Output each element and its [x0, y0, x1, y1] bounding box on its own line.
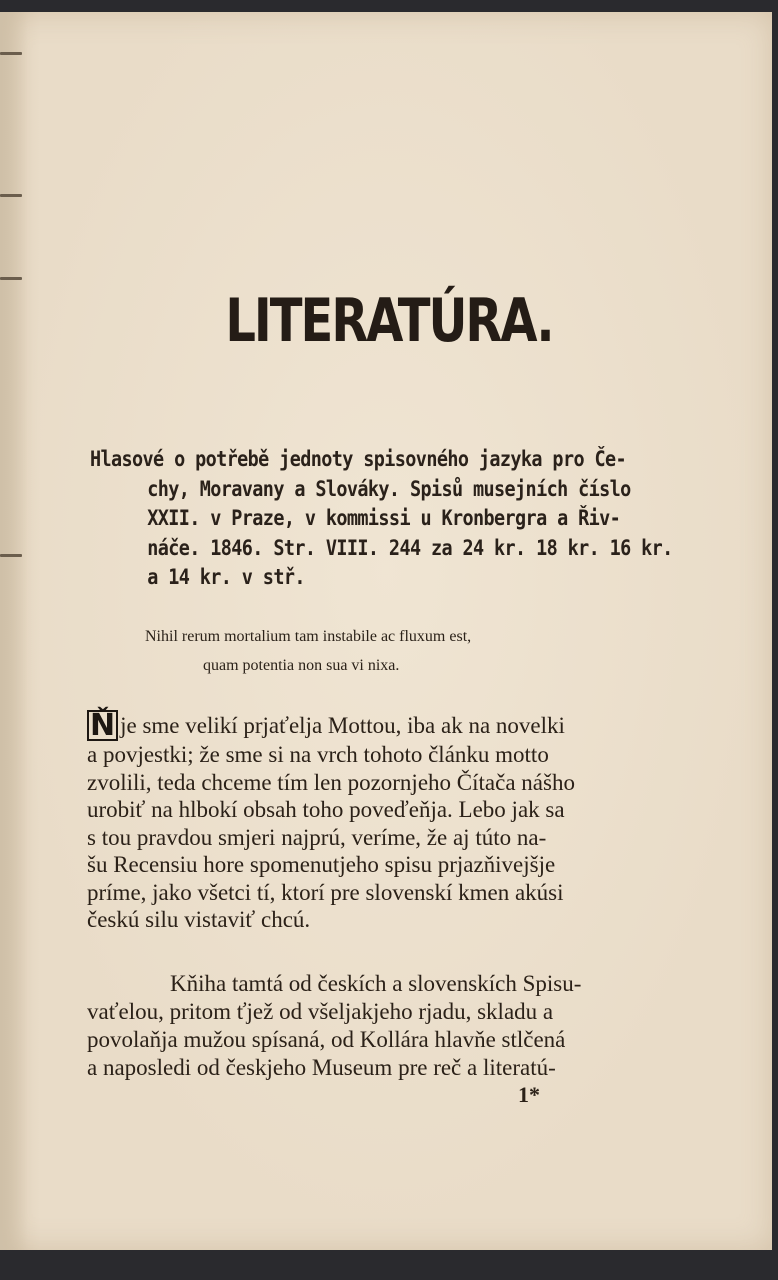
paragraph-line: českú silu vistaviť chcú.	[87, 907, 311, 932]
bibliographic-entry	[90, 445, 673, 593]
paragraph-line: s tou pravdou smjeri najprú, veríme, že aj túto na-	[87, 824, 547, 850]
bib-line: chy, Moravany a Slováky. Spisů musejních číslo	[147, 476, 631, 501]
binding-stitch	[0, 277, 22, 280]
bib-line: Hlasové o potřebě jednoty spisovného jazyka pro Če-	[90, 447, 627, 471]
paragraph-line: zvolili, teda chceme tím len pozornjeho Čítača nášho	[87, 769, 575, 795]
paragraph-2	[87, 970, 677, 1082]
signature-mark: 1*	[518, 1082, 540, 1107]
paragraph-line-text: je sme velikí prjaťelja Mottou, iba ak na novelki	[120, 713, 565, 738]
paragraph-line: Kňiha tamtá od českích a slovenskích Spisu-	[170, 971, 582, 996]
paragraph-line: šu Recensiu hore spomenutjeho spisu prjazňivejšje	[87, 852, 556, 877]
paragraph-line: a naposledi od českjeho Museum pre reč a literatú-	[87, 1055, 556, 1080]
paragraph-line: vaťelou, pritom ťjež od všeljakjeho rjadu, skladu a	[87, 999, 554, 1024]
drop-cap: Ň	[87, 710, 118, 741]
paragraph-1	[87, 710, 667, 934]
bib-line: XXII. v Praze, v kommissi u Kronbergra a Řiv-	[147, 506, 621, 530]
paragraph-line: príme, jako všetci tí, ktorí pre slovenskí kmen akúsi	[87, 879, 564, 905]
section-title: LITERATÚRA.	[225, 286, 553, 356]
paragraph-line: a povjestki; že sme si na vrch tohoto článku motto	[87, 742, 549, 767]
epigraph	[145, 622, 625, 680]
epigraph-line: quam potentia non sua vi nixa.	[203, 657, 400, 674]
binding-stitch	[0, 52, 22, 55]
paragraph-line: povolaňja mužou spísaná, od Kollára hlavňe stlčená	[87, 1027, 566, 1052]
epigraph-line: Nihil rerum mortalium tam instabile ac fluxum est,	[145, 628, 472, 645]
paragraph-line	[87, 710, 667, 741]
binding-stitch	[0, 194, 22, 197]
binding-stitch	[0, 554, 22, 557]
page-gutter	[0, 12, 28, 1250]
bib-line: a 14 kr. v stř.	[147, 565, 305, 589]
paragraph-line: urobiť na hlbokí obsah toho poveďeňja. Lebo jak sa	[87, 797, 565, 822]
bib-line: náče. 1846. Str. VIII. 244 za 24 kr. 18 kr. 16 kr.	[147, 535, 673, 560]
